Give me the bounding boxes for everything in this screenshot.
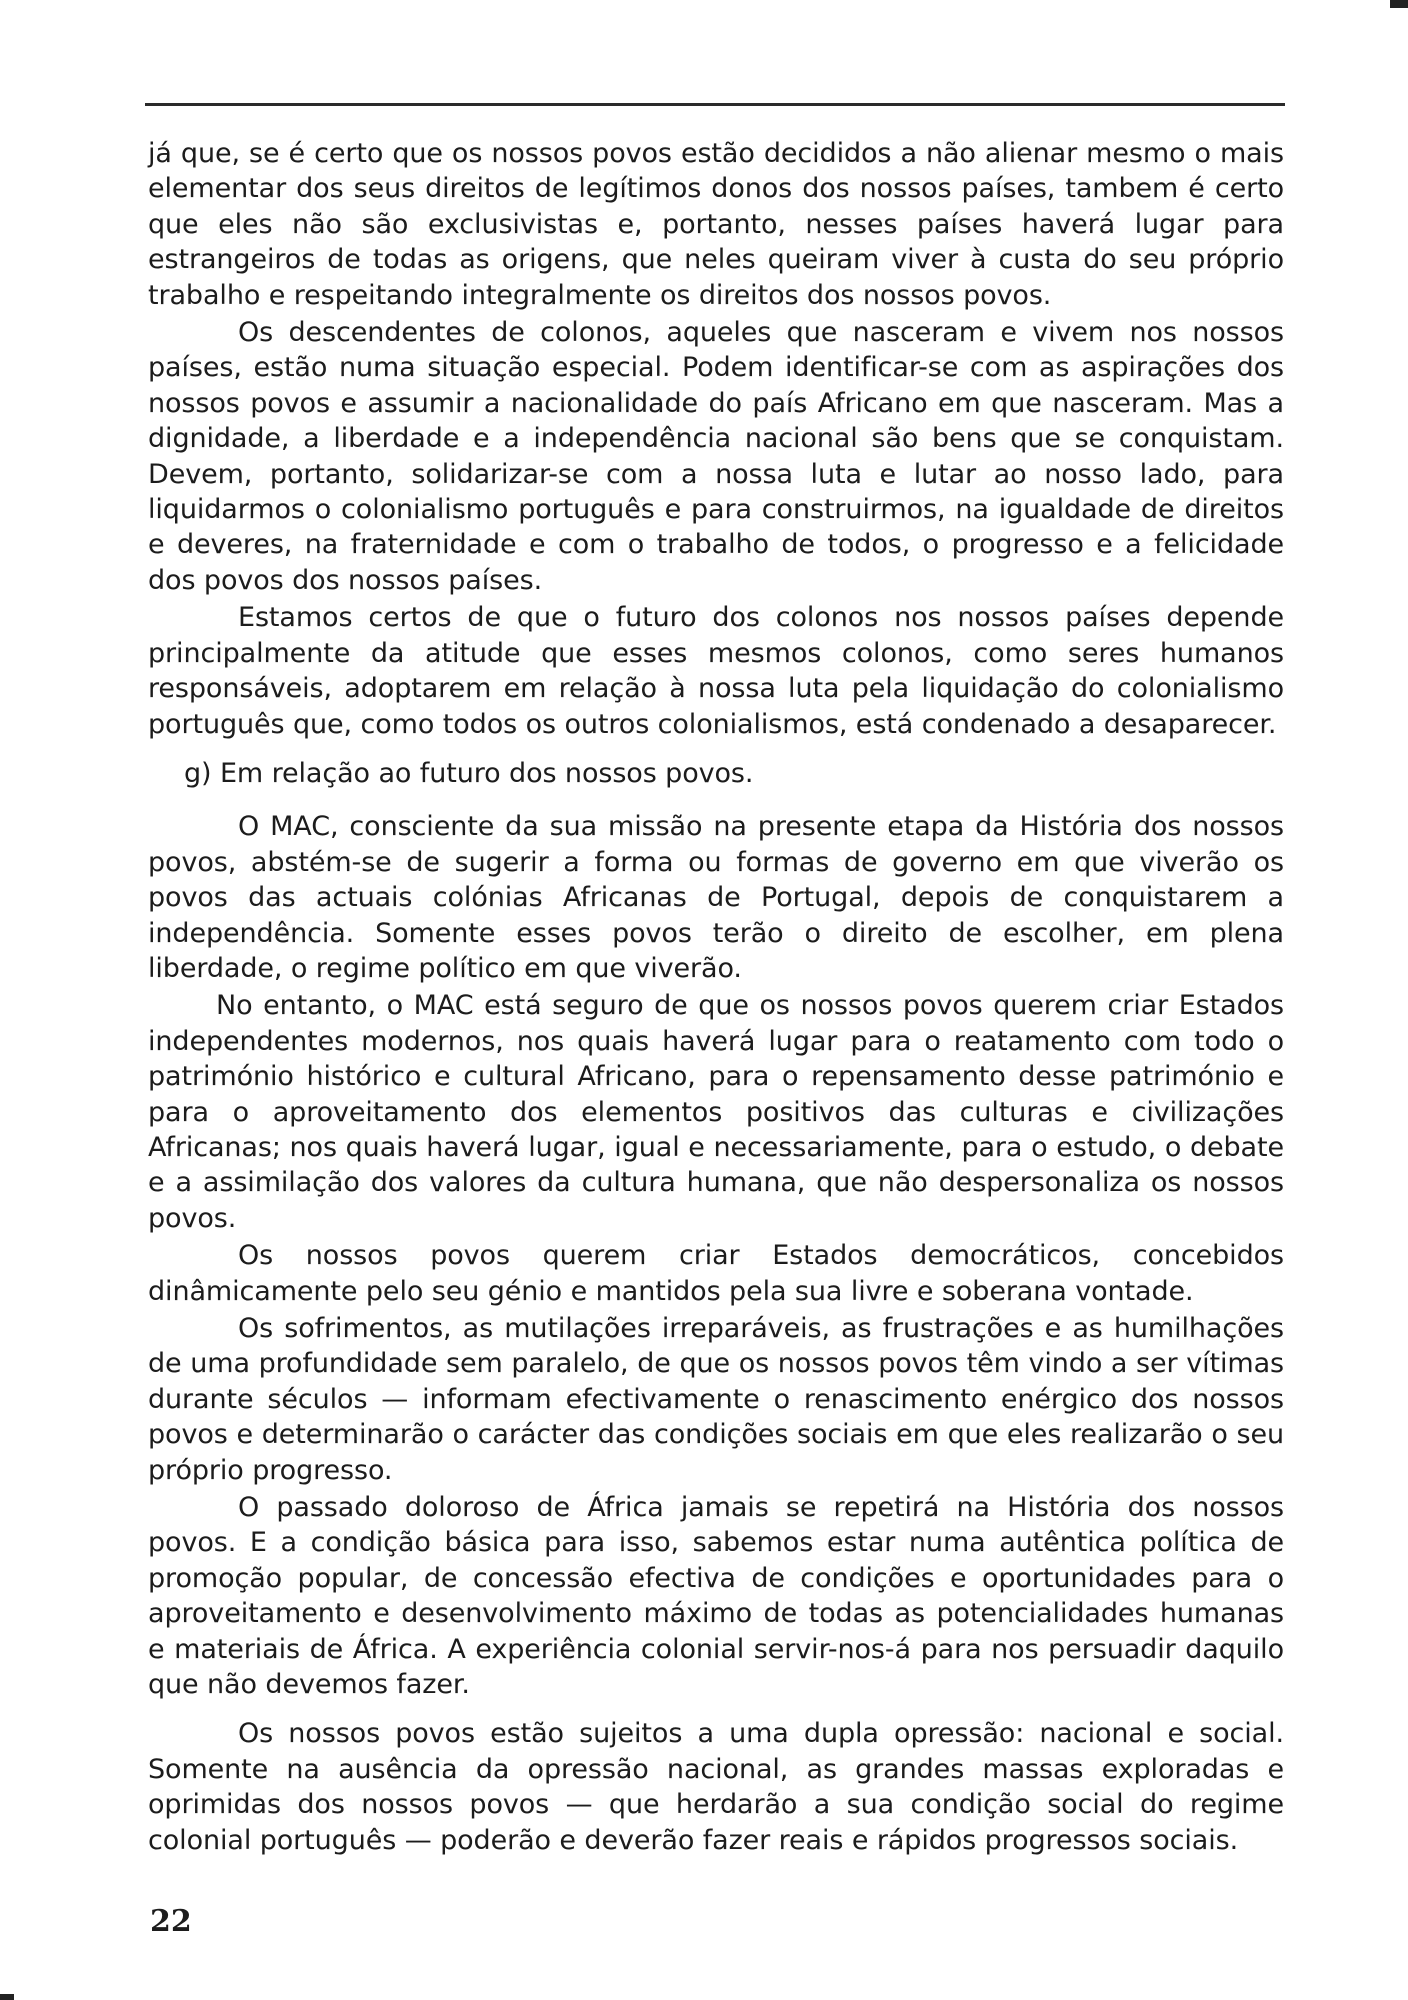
paragraph: O MAC, consciente da sua missão na presente etapa da História dos nossos povos, abstém-se de sugerir a forma ou formas de governo em que viverão os povos das actuais colónias Africanas de Portugal, depois de conquistarem a independência. Somente esses povos terão o direito de escolher, em plena liberdade, o regime político em que viverão. xyxy=(148,811,1284,984)
paragraph: Os sofrimentos, as mutilações irreparáveis, as frustrações e as humilhações de uma profundidade sem paralelo, de que os nossos povos têm vindo a ser vítimas durante séculos — informam efectivamente o renascimento enérgico dos nossos povos e determinarão o carácter das condições sociais em que eles realizarão o seu próprio progresso. xyxy=(148,1313,1284,1486)
paragraph: No entanto, o MAC está seguro de que os nossos povos querem criar Estados independentes modernos, nos quais haverá lugar para o reatamento com todo o património histórico e cultural Africano, para o repensamento desse património e para o aproveitamento dos elementos positivos das culturas e civilizações Africanas; nos quais haverá lugar, igual e necessariamente, para o estudo, o debate e a assimilação dos valores da cultura humana, que não despersonaliza os nossos povos. xyxy=(148,990,1284,1234)
paragraph: já que, se é certo que os nossos povos estão decididos a não alienar mesmo o mais elementar dos seus direitos de legítimos donos dos nossos países, tambem é certo que eles não são exclusivistas e, portanto, nesses países haverá lugar para estrangeiros de todas as origens, que neles queiram viver à custa do seu próprio trabalho e respeitando integralmente os direitos dos nossos povos. xyxy=(148,138,1284,311)
body-text xyxy=(148,136,1284,1872)
paragraph: O passado doloroso de África jamais se repetirá na História dos nossos povos. E a condição básica para isso, sabemos estar numa autêntica política de promoção popular, de concessão efectiva de condições e oportunidades para o aproveitamento e desenvolvimento máximo de todas as potencialidades humanas e materiais de África. A experiência colonial servir-nos-á para nos persuadir daquilo que não devemos fazer. xyxy=(148,1492,1284,1701)
paragraph: Os nossos povos estão sujeitos a uma dupla opressão: nacional e social. Somente na ausência da opressão nacional, as grandes massas exploradas e oprimidas dos nossos povos — que herdarão a sua condição social do regime colonial português — poderão e deverão fazer reais e rápidos progressos sociais. xyxy=(148,1718,1284,1856)
scan-edge-mark xyxy=(1390,0,1408,8)
page-number: 22 xyxy=(150,1904,192,1939)
paragraph: Estamos certos de que o futuro dos colonos nos nossos países depende principalmente da atitude que esses mesmos colonos, como seres humanos responsáveis, adoptarem em relação à nossa luta pela liquidação do colonialismo português que, como todos os outros colonialismos, está condenado a desaparecer. xyxy=(148,602,1284,740)
section-heading: g) Em relação ao futuro dos nossos povos. xyxy=(184,757,754,789)
header-rule xyxy=(145,103,1285,106)
scan-edge-mark xyxy=(0,1994,14,2000)
paragraph: Os descendentes de colonos, aqueles que nasceram e vivem nos nossos países, estão numa situação especial. Podem identificar-se com as aspirações dos nossos povos e assumir a nacionalidade do país Africano em que nasceram. Mas a dignidade, a liberdade e a independência nacional são bens que se conquistam. Devem, portanto, solidarizar-se com a nossa luta e lutar ao nosso lado, para liquidarmos o colonialismo português e para construirmos, na igualdade de direitos e deveres, na fraternidade e com o trabalho de todos, o progresso e a felicidade dos povos dos nossos países. xyxy=(148,317,1284,596)
paragraph: Os nossos povos querem criar Estados democráticos, concebidos dinâmicamente pelo seu génio e mantidos pela sua livre e soberana vontade. xyxy=(148,1240,1284,1307)
